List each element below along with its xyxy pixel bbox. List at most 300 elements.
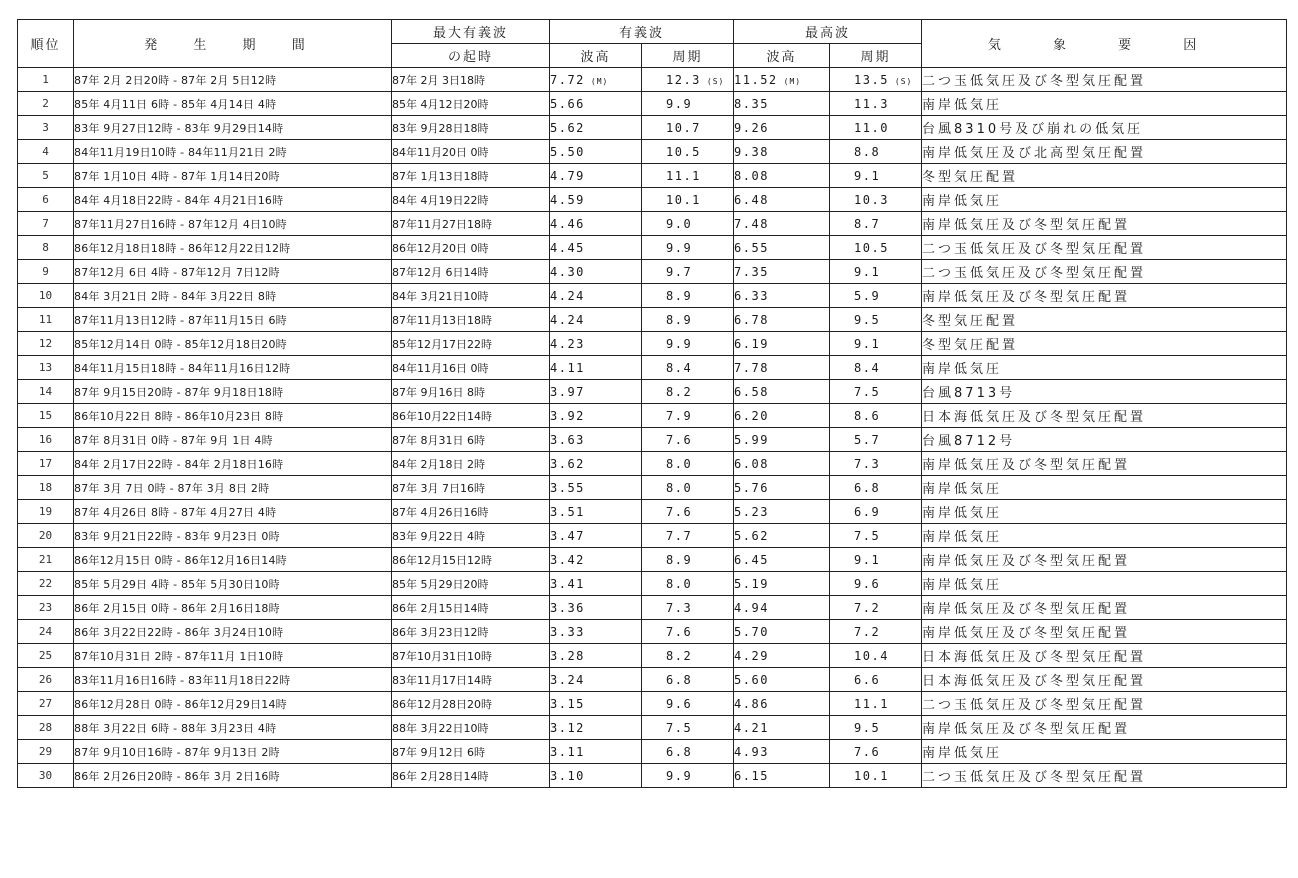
rank-cell (18, 620, 74, 644)
max-period-cell-text: 5.7 (854, 432, 881, 447)
sig-height-cell-text: 5.62 (550, 120, 585, 135)
max-height-cell-text: 7.35 (734, 264, 769, 279)
period-cell (74, 212, 392, 236)
max-time-cell (392, 428, 550, 452)
max-height-cell (734, 764, 830, 788)
max-height-cell-text: 5.76 (734, 480, 769, 495)
max-time-cell (392, 68, 550, 92)
sig-period-cell-text: 9.9 (666, 768, 693, 783)
max-time-cell-text: 86年10月22日14時 (392, 409, 492, 423)
max-height-header: 波高 (734, 44, 830, 68)
rank-cell (18, 740, 74, 764)
table-row (18, 284, 1287, 308)
max-height-cell-text: 11.52 (734, 72, 778, 87)
factor-cell-text: 南岸低気圧及び冬型気圧配置 (922, 626, 1131, 641)
unit-meter-label: (M) (590, 76, 609, 86)
table-row (18, 356, 1287, 380)
max-period-cell-text: 7.6 (854, 744, 881, 759)
rank-cell (18, 692, 74, 716)
sig-period-cell (642, 596, 734, 620)
period-cell (74, 668, 392, 692)
factor-cell-text: 二つ玉低気圧及び冬型気圧配置 (922, 698, 1147, 713)
max-time-cell-text: 83年 9月22日 4時 (392, 529, 485, 543)
max-time-cell (392, 188, 550, 212)
rank-cell (18, 548, 74, 572)
rank-cell-text: 14 (38, 385, 53, 398)
period-cell (74, 428, 392, 452)
factor-cell-text: 冬型気圧配置 (922, 170, 1019, 185)
factor-cell (922, 140, 1287, 164)
factor-cell (922, 740, 1287, 764)
sig-height-cell-text: 4.23 (550, 336, 585, 351)
max-height-cell (734, 428, 830, 452)
sig-height-cell (550, 764, 642, 788)
rank-cell-text: 30 (38, 769, 53, 782)
max-height-cell (734, 356, 830, 380)
factor-cell (922, 572, 1287, 596)
rank-cell-text: 28 (38, 721, 53, 734)
factor-cell-text: 台風8713号 (922, 386, 1016, 401)
period-cell (74, 68, 392, 92)
sig-period-cell-text: 9.7 (666, 264, 693, 279)
factor-cell-text: 南岸低気圧及び冬型気圧配置 (922, 722, 1131, 737)
max-height-cell (734, 596, 830, 620)
sig-period-cell (642, 356, 734, 380)
max-period-cell (830, 332, 922, 356)
sig-height-cell (550, 476, 642, 500)
max-height-cell (734, 332, 830, 356)
max-time-cell (392, 140, 550, 164)
max-height-cell (734, 644, 830, 668)
sig-height-cell (550, 572, 642, 596)
table-row (18, 692, 1287, 716)
sig-period-cell (642, 524, 734, 548)
period-cell-text: 87年10月31日 2時 - 87年11月 1日10時 (74, 649, 284, 663)
max-height-cell-text: 4.29 (734, 648, 769, 663)
max-period-cell-text: 7.5 (854, 528, 881, 543)
sig-height-cell (550, 548, 642, 572)
rank-cell (18, 476, 74, 500)
sig-period-cell-text: 6.8 (666, 744, 693, 759)
period-header: 発 生 期 間 (74, 20, 392, 68)
factor-cell-text: 日本海低気圧及び冬型気圧配置 (922, 650, 1147, 665)
max-period-cell (830, 140, 922, 164)
sig-period-cell (642, 380, 734, 404)
max-height-cell-text: 5.23 (734, 504, 769, 519)
sig-height-cell-text: 5.50 (550, 144, 585, 159)
period-cell (74, 716, 392, 740)
max-time-cell-text: 86年12月28日20時 (392, 697, 492, 711)
max-time-cell-text: 84年11月16日 0時 (392, 361, 489, 375)
period-cell (74, 764, 392, 788)
max-time-cell-text: 84年 2月18日 2時 (392, 457, 485, 471)
period-cell (74, 308, 392, 332)
factor-cell-text: 南岸低気圧 (922, 506, 1003, 521)
rank-cell (18, 764, 74, 788)
factor-cell-text: 南岸低気圧 (922, 578, 1003, 593)
factor-cell (922, 500, 1287, 524)
factor-cell (922, 644, 1287, 668)
sig-period-cell (642, 668, 734, 692)
period-cell (74, 404, 392, 428)
unit-meter-label: (M) (783, 76, 802, 86)
sig-height-cell-text: 3.36 (550, 600, 585, 615)
max-time-cell (392, 284, 550, 308)
max-height-cell-text: 6.58 (734, 384, 769, 399)
factor-cell (922, 116, 1287, 140)
factor-cell-text: 二つ玉低気圧及び冬型気圧配置 (922, 74, 1147, 89)
max-period-cell-text: 10.5 (854, 240, 889, 255)
max-time-cell (392, 260, 550, 284)
sig-period-cell (642, 740, 734, 764)
table-row (18, 404, 1287, 428)
factor-cell (922, 692, 1287, 716)
max-time-cell-text: 83年11月17日14時 (392, 673, 492, 687)
rank-cell (18, 164, 74, 188)
rank-cell (18, 380, 74, 404)
period-cell-text: 86年 2月15日 0時 - 86年 2月16日18時 (74, 601, 280, 615)
max-height-cell-text: 6.19 (734, 336, 769, 351)
max-period-cell (830, 308, 922, 332)
max-time-cell (392, 692, 550, 716)
sig-height-cell (550, 332, 642, 356)
table-row (18, 476, 1287, 500)
max-height-cell-text: 4.86 (734, 696, 769, 711)
sig-period-cell-text: 8.2 (666, 384, 693, 399)
rank-cell (18, 668, 74, 692)
sig-height-cell (550, 428, 642, 452)
factor-cell-text: 二つ玉低気圧及び冬型気圧配置 (922, 242, 1147, 257)
max-time-cell (392, 476, 550, 500)
period-cell-text: 84年 4月18日22時 - 84年 4月21日16時 (74, 193, 284, 207)
sig-height-cell-text: 3.11 (550, 744, 585, 759)
max-period-cell-text: 8.7 (854, 216, 881, 231)
max-time-cell-text: 87年 1月13日18時 (392, 169, 489, 183)
table-row (18, 644, 1287, 668)
max-period-cell (830, 572, 922, 596)
sig-height-cell (550, 452, 642, 476)
table-row (18, 548, 1287, 572)
max-height-cell-text: 6.15 (734, 768, 769, 783)
sig-height-cell (550, 668, 642, 692)
sig-period-cell-text: 8.0 (666, 456, 693, 471)
sig-period-cell (642, 476, 734, 500)
rank-cell (18, 332, 74, 356)
max-height-cell (734, 92, 830, 116)
rank-cell (18, 116, 74, 140)
period-cell-text: 87年 9月10日16時 - 87年 9月13日 2時 (74, 745, 280, 759)
max-period-cell (830, 260, 922, 284)
max-time-cell (392, 332, 550, 356)
max-height-cell-text: 9.26 (734, 120, 769, 135)
max-time-cell-text: 87年 9月16日 8時 (392, 385, 485, 399)
max-height-cell (734, 452, 830, 476)
period-cell (74, 500, 392, 524)
factor-cell-text: 南岸低気圧及び冬型気圧配置 (922, 554, 1131, 569)
max-period-cell-text: 8.6 (854, 408, 881, 423)
max-height-cell-text: 9.38 (734, 144, 769, 159)
period-cell (74, 740, 392, 764)
max-period-cell-text: 8.8 (854, 144, 881, 159)
max-time-header-line1: 最大有義波 (392, 20, 550, 44)
sig-period-cell-text: 7.6 (666, 504, 693, 519)
rank-cell-text: 24 (38, 625, 53, 638)
factor-cell-text: 南岸低気圧 (922, 482, 1003, 497)
max-period-cell (830, 452, 922, 476)
max-period-cell (830, 404, 922, 428)
rank-cell-text: 17 (38, 457, 53, 470)
max-height-cell (734, 716, 830, 740)
rank-cell-text: 2 (42, 97, 49, 110)
max-period-cell (830, 92, 922, 116)
period-cell-text: 87年 9月15日20時 - 87年 9月18日18時 (74, 385, 284, 399)
max-time-cell-text: 84年11月20日 0時 (392, 145, 489, 159)
rank-cell (18, 596, 74, 620)
rank-cell (18, 572, 74, 596)
max-period-cell-text: 7.3 (854, 456, 881, 471)
period-cell-text: 87年11月27日16時 - 87年12月 4日10時 (74, 217, 287, 231)
factor-cell (922, 260, 1287, 284)
table-row (18, 668, 1287, 692)
max-period-cell-text: 6.6 (854, 672, 881, 687)
max-time-cell-text: 86年12月15日12時 (392, 553, 492, 567)
period-cell-text: 87年 8月31日 0時 - 87年 9月 1日 4時 (74, 433, 273, 447)
factor-cell-text: 台風8712号 (922, 434, 1016, 449)
max-time-cell (392, 500, 550, 524)
max-height-cell (734, 692, 830, 716)
max-height-cell-text: 5.60 (734, 672, 769, 687)
period-cell-text: 87年 2月 2日20時 - 87年 2月 5日12時 (74, 73, 277, 87)
sig-period-cell (642, 116, 734, 140)
sig-period-cell (642, 284, 734, 308)
max-time-cell (392, 668, 550, 692)
max-period-cell (830, 476, 922, 500)
sig-height-cell (550, 716, 642, 740)
sig-period-cell-text: 8.4 (666, 360, 693, 375)
max-period-header: 周期 (830, 44, 922, 68)
table-row (18, 620, 1287, 644)
factor-cell-text: 台風8310号及び崩れの低気圧 (922, 122, 1144, 137)
rank-cell (18, 524, 74, 548)
max-time-cell-text: 84年 4月19日22時 (392, 193, 489, 207)
period-cell-text: 83年 9月27日12時 - 83年 9月29日14時 (74, 121, 284, 135)
rank-cell (18, 404, 74, 428)
table-row (18, 236, 1287, 260)
factor-cell (922, 452, 1287, 476)
max-period-cell-text: 13.5 (854, 72, 889, 87)
max-period-cell-text: 9.6 (854, 576, 881, 591)
max-height-cell (734, 548, 830, 572)
max-period-cell-text: 10.4 (854, 648, 889, 663)
sig-period-cell (642, 692, 734, 716)
rank-cell-text: 3 (42, 121, 49, 134)
period-cell-text: 87年 4月26日 8時 - 87年 4月27日 4時 (74, 505, 277, 519)
max-period-cell (830, 764, 922, 788)
sig-period-cell-text: 7.6 (666, 432, 693, 447)
factor-cell-text: 冬型気圧配置 (922, 314, 1019, 329)
sig-height-cell (550, 188, 642, 212)
max-height-cell (734, 740, 830, 764)
sig-height-cell-text: 3.55 (550, 480, 585, 495)
max-period-cell (830, 596, 922, 620)
sig-height-cell-text: 4.30 (550, 264, 585, 279)
rank-cell-text: 10 (38, 289, 53, 302)
sig-period-cell-text: 8.9 (666, 552, 693, 567)
max-time-cell (392, 740, 550, 764)
sig-height-cell (550, 92, 642, 116)
sig-height-cell-text: 4.24 (550, 312, 585, 327)
max-period-cell-text: 8.4 (854, 360, 881, 375)
max-period-cell (830, 740, 922, 764)
rank-cell-text: 9 (42, 265, 49, 278)
max-height-cell-text: 6.20 (734, 408, 769, 423)
factor-cell-text: 南岸低気圧及び冬型気圧配置 (922, 290, 1131, 305)
max-period-cell-text: 11.3 (854, 96, 889, 111)
sig-height-cell-text: 3.33 (550, 624, 585, 639)
max-height-cell (734, 476, 830, 500)
factor-cell (922, 236, 1287, 260)
max-period-cell (830, 68, 922, 92)
factor-cell (922, 380, 1287, 404)
period-cell (74, 92, 392, 116)
max-height-cell-text: 7.48 (734, 216, 769, 231)
factor-cell (922, 620, 1287, 644)
max-height-cell (734, 668, 830, 692)
sig-period-cell (642, 452, 734, 476)
sig-period-cell (642, 572, 734, 596)
max-height-cell-text: 5.99 (734, 432, 769, 447)
table-row (18, 140, 1287, 164)
period-cell (74, 476, 392, 500)
sig-height-cell (550, 404, 642, 428)
factor-cell-text: 南岸低気圧 (922, 362, 1003, 377)
period-cell-text: 87年11月13日12時 - 87年11月15日 6時 (74, 313, 287, 327)
max-time-cell (392, 548, 550, 572)
period-cell (74, 284, 392, 308)
sig-period-cell (642, 428, 734, 452)
max-time-cell (392, 764, 550, 788)
rank-cell-text: 15 (38, 409, 53, 422)
factor-cell-text: 南岸低気圧及び北高型気圧配置 (922, 146, 1147, 161)
factor-cell (922, 404, 1287, 428)
sig-height-cell-text: 4.24 (550, 288, 585, 303)
rank-cell (18, 188, 74, 212)
max-period-cell-text: 9.5 (854, 720, 881, 735)
max-period-cell-text: 7.2 (854, 600, 881, 615)
max-period-cell (830, 164, 922, 188)
sig-height-cell (550, 356, 642, 380)
table-row (18, 764, 1287, 788)
max-height-cell (734, 260, 830, 284)
sig-height-cell-text: 3.12 (550, 720, 585, 735)
max-period-cell (830, 620, 922, 644)
period-cell-text: 86年12月18日18時 - 86年12月22日12時 (74, 241, 291, 255)
sig-height-cell (550, 284, 642, 308)
max-height-cell-text: 8.08 (734, 168, 769, 183)
max-time-cell-text: 86年 2月15日14時 (392, 601, 489, 615)
factor-cell (922, 476, 1287, 500)
table-header (18, 20, 1287, 68)
rank-cell-text: 19 (38, 505, 53, 518)
max-height-cell-text: 6.33 (734, 288, 769, 303)
sig-period-cell-text: 7.5 (666, 720, 693, 735)
significant-wave-header: 有義波 (550, 20, 734, 44)
period-cell (74, 596, 392, 620)
max-time-cell-text: 84年 3月21日10時 (392, 289, 489, 303)
factor-cell-text: 南岸低気圧及び冬型気圧配置 (922, 218, 1131, 233)
max-period-cell (830, 716, 922, 740)
rank-cell (18, 308, 74, 332)
max-time-cell-text: 83年 9月28日18時 (392, 121, 489, 135)
max-period-cell (830, 428, 922, 452)
max-period-cell-text: 10.1 (854, 768, 889, 783)
sig-height-cell-text: 3.62 (550, 456, 585, 471)
table-row (18, 452, 1287, 476)
max-height-cell-text: 6.08 (734, 456, 769, 471)
max-height-cell-text: 4.21 (734, 720, 769, 735)
max-time-cell-text: 87年 4月26日16時 (392, 505, 489, 519)
sig-period-header: 周期 (642, 44, 734, 68)
table-row (18, 188, 1287, 212)
period-cell (74, 644, 392, 668)
sig-period-cell-text: 9.9 (666, 96, 693, 111)
wave-ranking-table (17, 19, 1287, 788)
sig-height-cell-text: 5.66 (550, 96, 585, 111)
max-time-cell (392, 524, 550, 548)
unit-second-label: (S) (706, 76, 725, 86)
sig-height-cell (550, 644, 642, 668)
max-time-cell (392, 236, 550, 260)
max-time-cell-text: 85年12月17日22時 (392, 337, 492, 351)
factor-cell-text: 南岸低気圧 (922, 194, 1003, 209)
period-cell-text: 88年 3月22日 6時 - 88年 3月23日 4時 (74, 721, 277, 735)
sig-height-cell-text: 4.45 (550, 240, 585, 255)
sig-height-cell (550, 164, 642, 188)
period-cell-text: 85年 5月29日 4時 - 85年 5月30日10時 (74, 577, 280, 591)
max-time-cell (392, 644, 550, 668)
rank-cell-text: 26 (38, 673, 53, 686)
max-period-cell (830, 524, 922, 548)
rank-cell-text: 23 (38, 601, 53, 614)
sig-period-cell-text: 8.0 (666, 480, 693, 495)
sig-height-cell (550, 380, 642, 404)
sig-height-cell-text: 3.47 (550, 528, 585, 543)
table-body (18, 68, 1287, 788)
rank-cell (18, 716, 74, 740)
sig-height-cell-text: 3.41 (550, 576, 585, 591)
max-period-cell (830, 188, 922, 212)
sig-height-cell-text: 3.92 (550, 408, 585, 423)
period-cell (74, 356, 392, 380)
table-row (18, 716, 1287, 740)
sig-height-cell-text: 4.46 (550, 216, 585, 231)
max-height-cell (734, 620, 830, 644)
max-height-cell (734, 500, 830, 524)
sig-height-header: 波高 (550, 44, 642, 68)
max-period-cell (830, 356, 922, 380)
header-row-1 (18, 20, 1287, 44)
table-row (18, 524, 1287, 548)
table-row (18, 572, 1287, 596)
max-height-cell (734, 308, 830, 332)
max-time-cell-text: 87年10月31日10時 (392, 649, 492, 663)
rank-cell (18, 452, 74, 476)
sig-period-cell (642, 332, 734, 356)
max-time-cell-text: 87年 9月12日 6時 (392, 745, 485, 759)
sig-period-cell (642, 92, 734, 116)
unit-second-label: (S) (894, 76, 913, 86)
rank-cell (18, 284, 74, 308)
